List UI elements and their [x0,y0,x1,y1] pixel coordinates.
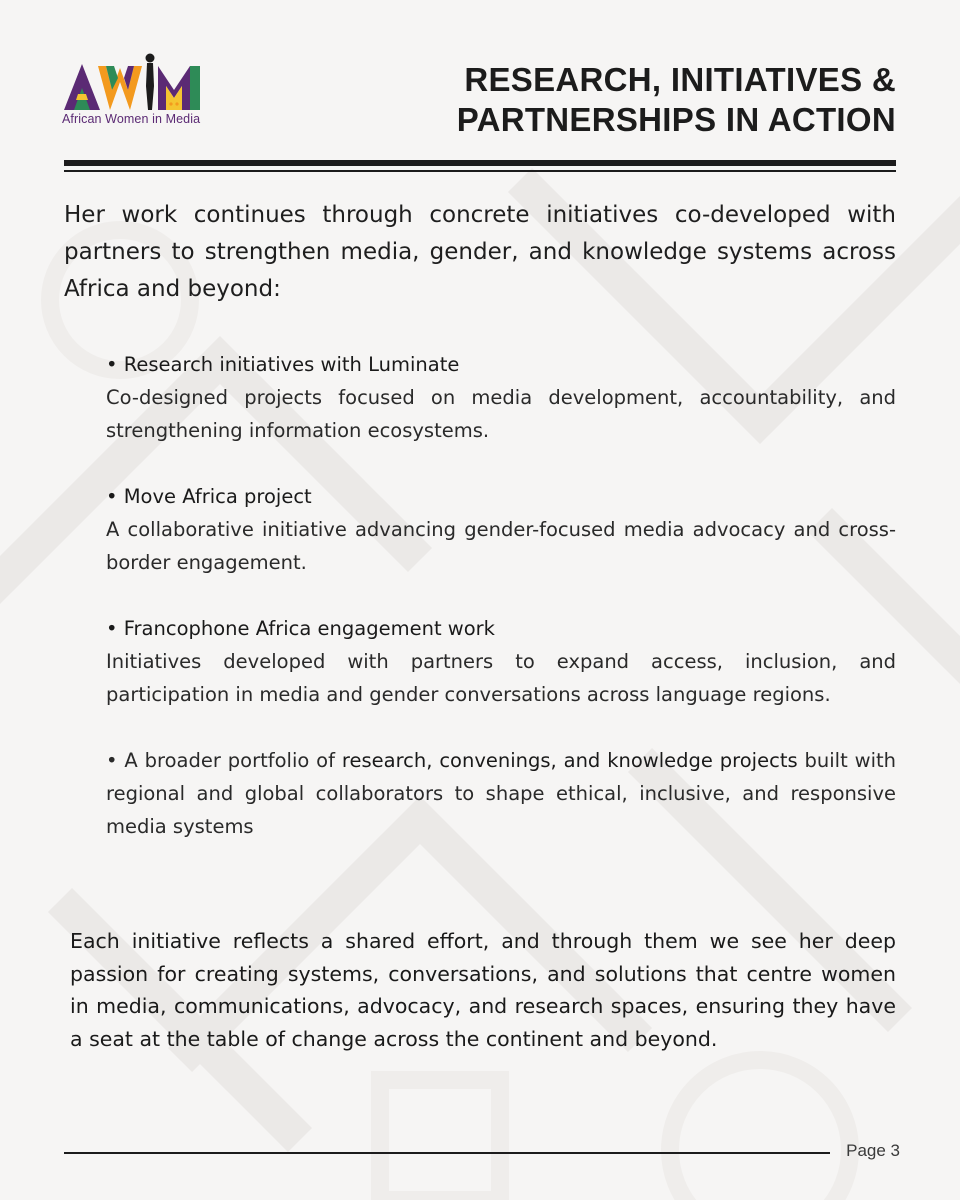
bullet: • [106,485,118,508]
header-divider-thick [64,160,896,166]
bullet: • [106,749,118,772]
title-line-1: RESEARCH, INITIATIVES & [464,61,896,98]
footer-divider [64,1152,830,1154]
list-item [106,480,896,579]
item-prefix: A broader portfolio of [124,749,335,772]
logo-caption: African Women in Media [62,112,201,126]
item-title-line [106,348,896,381]
intro-paragraph: Her work continues through concrete initiatives co-developed with partners to strengthen media, gender, and knowledge systems across Africa and beyond: [64,202,896,302]
item-title: Francophone Africa engagement work [123,617,495,640]
awim-logo-icon [62,52,202,112]
item-title-line [106,612,896,645]
list-item [106,744,896,843]
item-title: research, convenings, and knowledge projects [341,749,798,772]
list-item [106,612,896,711]
item-description: Co-designed projects focused on media development, accountability, and strengthening information ecosystems. [106,386,896,442]
item-title: Move Africa project [123,485,312,508]
list-item [106,348,896,447]
header-divider-thin [64,170,896,172]
item-title: Research initiatives with Luminate [123,353,460,376]
page-number: Page 3 [846,1141,900,1160]
item-description: A collaborative initiative advancing gender-focused media advocacy and cross-border engagement. [106,518,896,574]
page-title [376,60,896,140]
title-line-2: PARTNERSHIPS IN ACTION [456,101,896,138]
closing-paragraph: Each initiative reflects a shared effort, and through them we see her deep passion for creating systems, conversations, and solutions that centre women in media, communications, advocacy, and research spaces, ensuring they have a seat at the table of change across the continent and beyond. [70,929,896,1051]
bullet: • [106,617,118,640]
item-description: built with regional and global collaborators to shape ethical, inclusive, and responsive media systems [106,749,896,838]
item-description: Initiatives developed with partners to expand access, inclusion, and participation in media and gender conversations across language regions. [106,650,896,706]
brand-logo [62,52,202,130]
bullet: • [106,353,118,376]
initiatives-list [106,348,896,843]
item-title-line [106,480,896,513]
